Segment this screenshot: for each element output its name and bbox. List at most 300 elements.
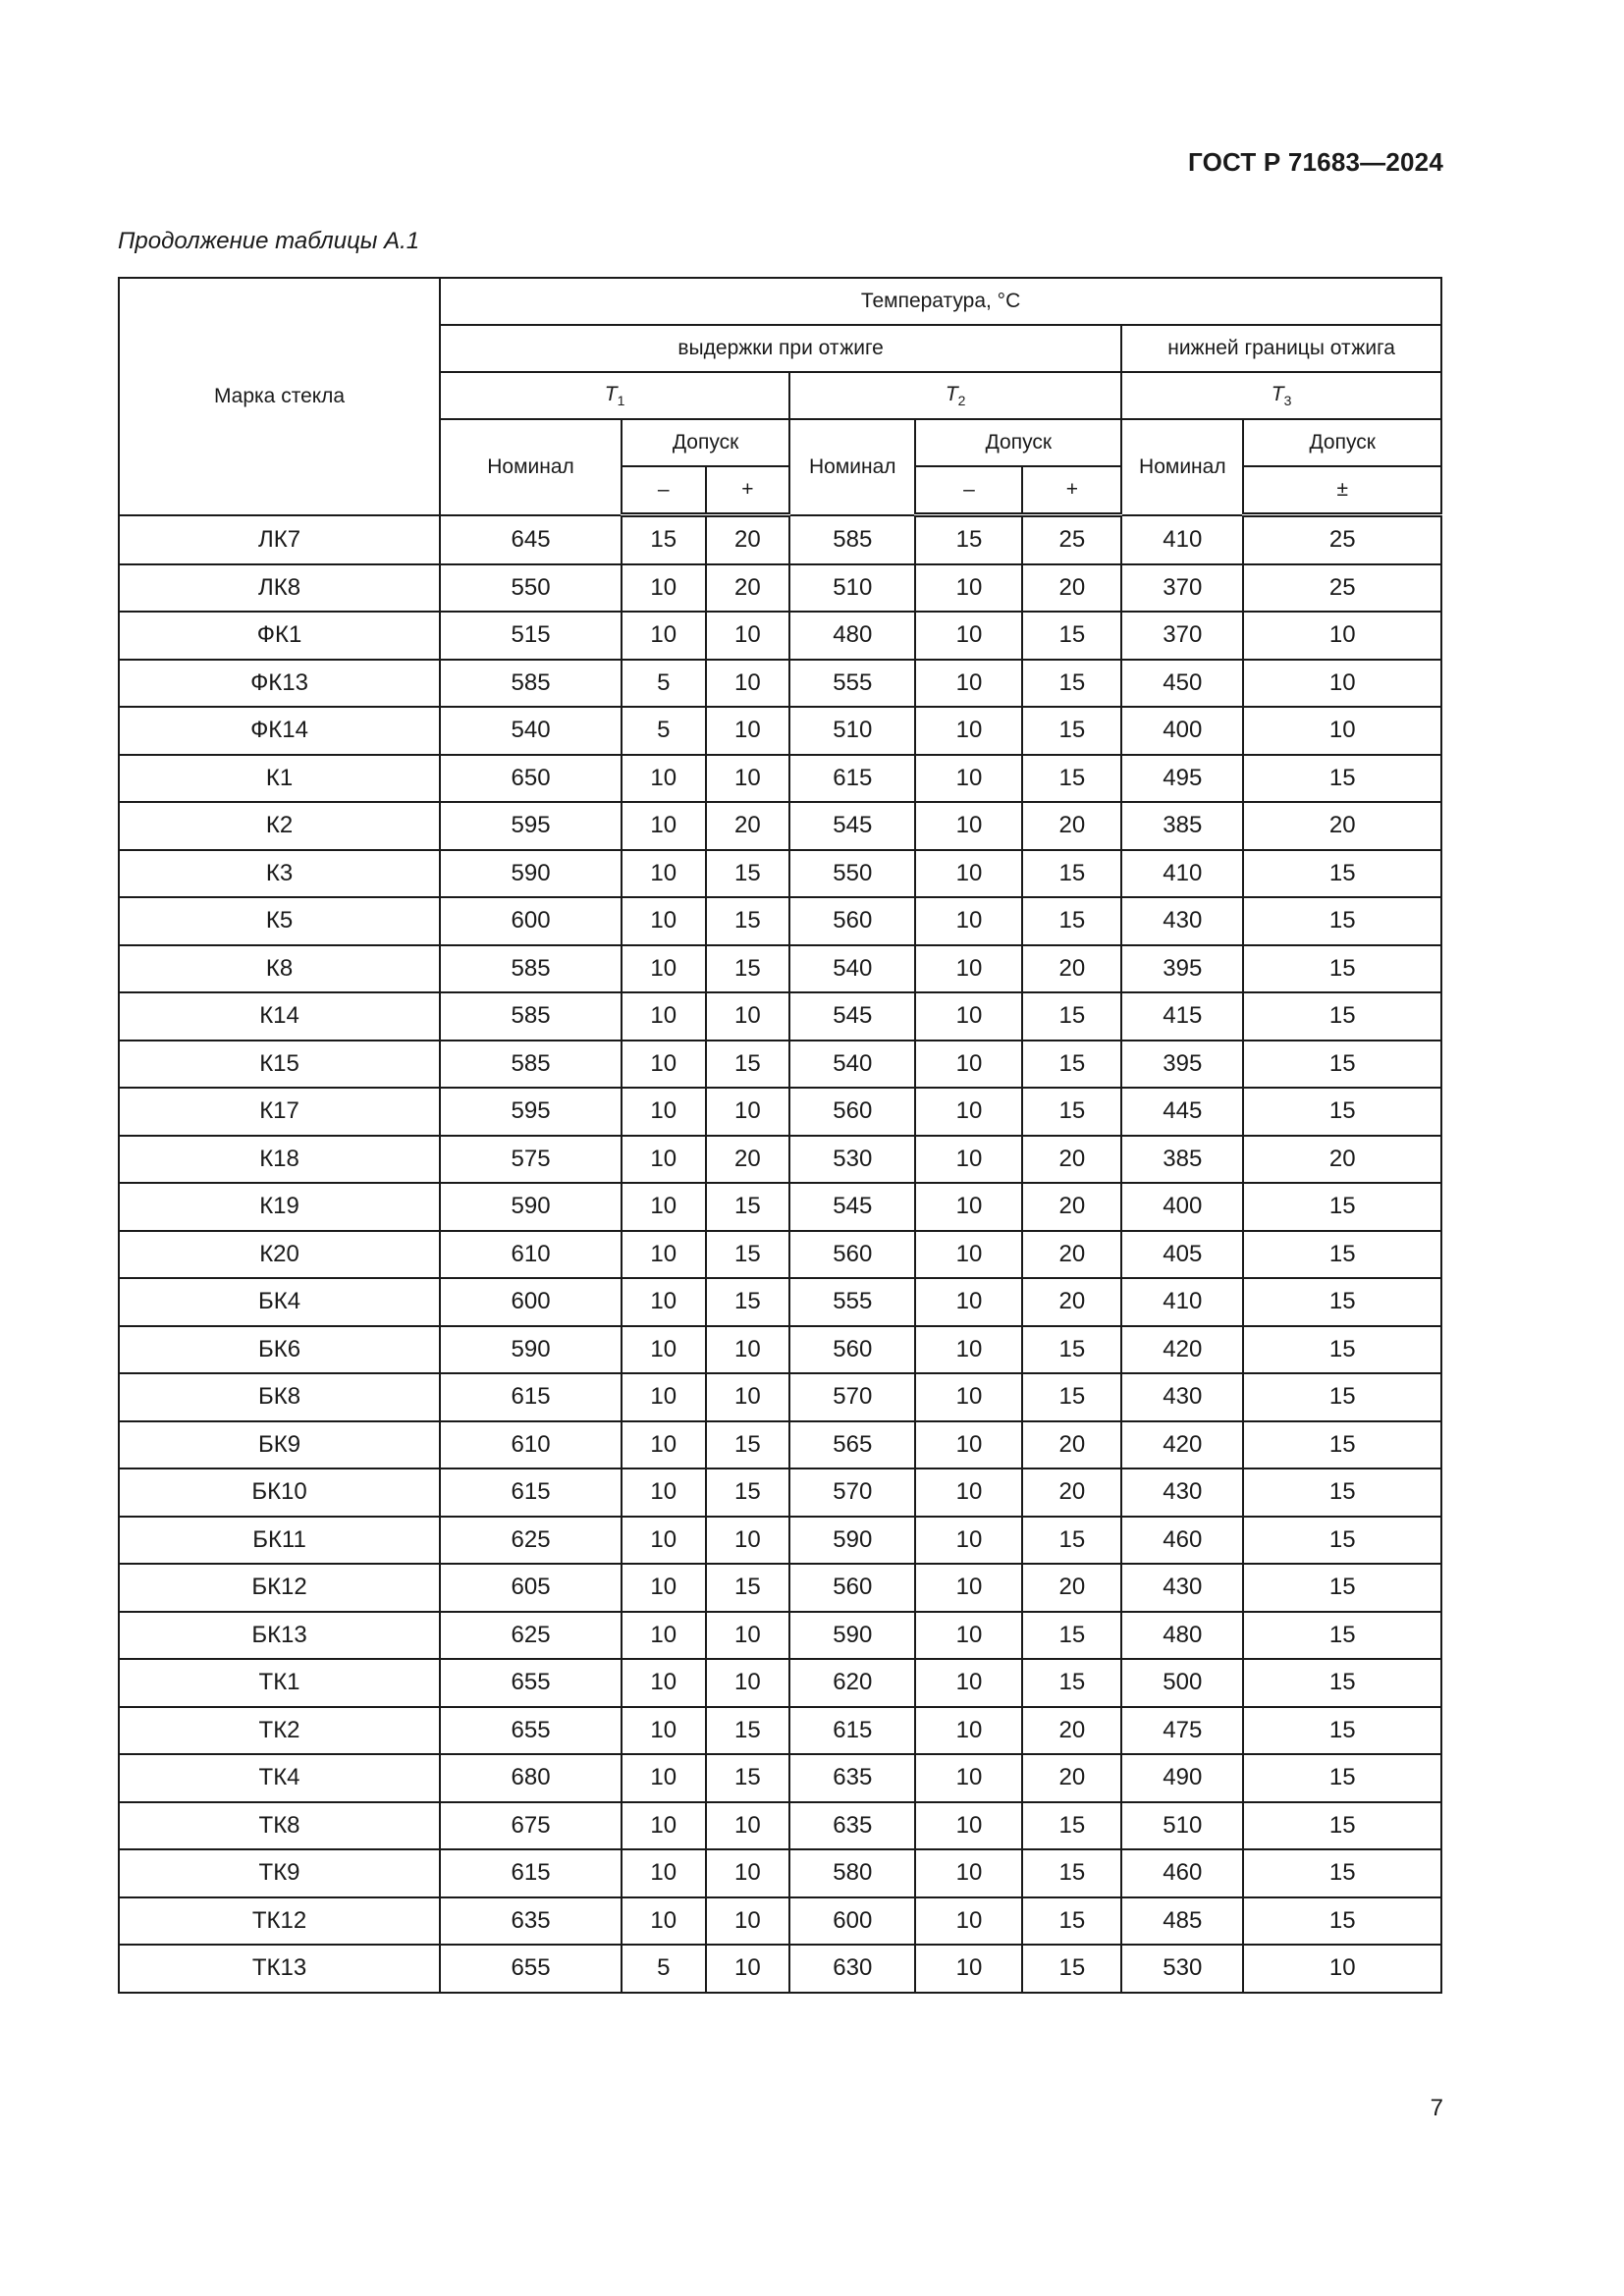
cell-t1-nominal: 610 xyxy=(440,1421,622,1469)
header-t3-nominal: Номинал xyxy=(1121,419,1243,515)
cell-t2-nominal: 560 xyxy=(789,1231,915,1279)
cell-t3-plusminus: 15 xyxy=(1243,1707,1441,1755)
cell-t1-nominal: 585 xyxy=(440,1041,622,1089)
cell-t1-nominal: 605 xyxy=(440,1564,622,1612)
cell-t2-minus: 10 xyxy=(915,1468,1022,1517)
cell-t2-minus: 10 xyxy=(915,1183,1022,1231)
table-row xyxy=(119,1278,1441,1326)
cell-t2-minus: 10 xyxy=(915,945,1022,993)
cell-t1-nominal: 550 xyxy=(440,564,622,613)
cell-t3-nominal: 490 xyxy=(1121,1754,1243,1802)
cell-t2-nominal: 570 xyxy=(789,1373,915,1421)
table-row xyxy=(119,660,1441,708)
cell-t3-nominal: 370 xyxy=(1121,564,1243,613)
cell-t3-nominal: 485 xyxy=(1121,1897,1243,1946)
cell-t1-plus: 15 xyxy=(706,1468,790,1517)
cell-t1-minus: 10 xyxy=(622,1468,706,1517)
cell-t3-plusminus: 15 xyxy=(1243,1041,1441,1089)
cell-t1-minus: 10 xyxy=(622,992,706,1041)
cell-t1-minus: 5 xyxy=(622,1945,706,1993)
cell-t1-nominal: 590 xyxy=(440,850,622,898)
cell-t2-plus: 20 xyxy=(1022,1421,1121,1469)
header-t2 xyxy=(789,372,1121,419)
table-row xyxy=(119,564,1441,613)
cell-glass-grade: ФК1 xyxy=(119,612,440,660)
cell-t3-nominal: 370 xyxy=(1121,612,1243,660)
cell-glass-grade: К2 xyxy=(119,802,440,850)
cell-t2-minus: 10 xyxy=(915,1849,1022,1897)
cell-t1-nominal: 595 xyxy=(440,1088,622,1136)
header-t1-tolerance: Допуск xyxy=(622,419,789,466)
cell-t3-nominal: 395 xyxy=(1121,945,1243,993)
cell-t1-plus: 10 xyxy=(706,1849,790,1897)
cell-t2-nominal: 530 xyxy=(789,1136,915,1184)
table-row xyxy=(119,1659,1441,1707)
cell-t1-minus: 10 xyxy=(622,564,706,613)
cell-t2-plus: 20 xyxy=(1022,1183,1121,1231)
cell-t2-plus: 15 xyxy=(1022,1517,1121,1565)
cell-t2-minus: 10 xyxy=(915,1659,1022,1707)
cell-t2-plus: 15 xyxy=(1022,1326,1121,1374)
table-row xyxy=(119,1136,1441,1184)
table-row xyxy=(119,850,1441,898)
cell-t2-minus: 10 xyxy=(915,802,1022,850)
table-row xyxy=(119,1373,1441,1421)
cell-glass-grade: ТК4 xyxy=(119,1754,440,1802)
header-t2-minus: – xyxy=(915,466,1022,515)
cell-t3-nominal: 415 xyxy=(1121,992,1243,1041)
cell-t3-nominal: 480 xyxy=(1121,1612,1243,1660)
cell-t1-plus: 15 xyxy=(706,1041,790,1089)
cell-t2-minus: 10 xyxy=(915,1612,1022,1660)
table-caption: Продолжение таблицы А.1 xyxy=(118,228,420,254)
cell-t3-nominal: 500 xyxy=(1121,1659,1243,1707)
cell-t2-nominal: 560 xyxy=(789,1564,915,1612)
cell-t3-nominal: 510 xyxy=(1121,1802,1243,1850)
cell-glass-grade: К8 xyxy=(119,945,440,993)
header-temperature: Температура, °С xyxy=(440,278,1441,325)
cell-t1-plus: 10 xyxy=(706,707,790,755)
header-t2-nominal: Номинал xyxy=(789,419,915,515)
cell-t2-plus: 15 xyxy=(1022,707,1121,755)
cell-glass-grade: К5 xyxy=(119,897,440,945)
table-row xyxy=(119,1945,1441,1993)
cell-t3-plusminus: 15 xyxy=(1243,897,1441,945)
cell-glass-grade: К17 xyxy=(119,1088,440,1136)
cell-t2-minus: 10 xyxy=(915,897,1022,945)
table-row xyxy=(119,1041,1441,1089)
table-row xyxy=(119,897,1441,945)
table-row xyxy=(119,612,1441,660)
cell-t3-nominal: 385 xyxy=(1121,1136,1243,1184)
cell-glass-grade: БК12 xyxy=(119,1564,440,1612)
cell-t2-plus: 15 xyxy=(1022,1897,1121,1946)
cell-t2-nominal: 635 xyxy=(789,1754,915,1802)
cell-t1-plus: 10 xyxy=(706,1659,790,1707)
cell-t2-plus: 15 xyxy=(1022,1945,1121,1993)
cell-t2-plus: 15 xyxy=(1022,612,1121,660)
cell-t1-minus: 10 xyxy=(622,802,706,850)
cell-t2-plus: 25 xyxy=(1022,515,1121,564)
cell-t2-plus: 20 xyxy=(1022,1754,1121,1802)
cell-glass-grade: К3 xyxy=(119,850,440,898)
cell-t3-nominal: 385 xyxy=(1121,802,1243,850)
cell-glass-grade: ТК8 xyxy=(119,1802,440,1850)
cell-t1-plus: 20 xyxy=(706,1136,790,1184)
cell-t2-plus: 20 xyxy=(1022,564,1121,613)
cell-t2-plus: 15 xyxy=(1022,897,1121,945)
cell-glass-grade: К18 xyxy=(119,1136,440,1184)
cell-t2-plus: 15 xyxy=(1022,1849,1121,1897)
annealing-temperature-table xyxy=(118,277,1442,1994)
cell-t2-nominal: 540 xyxy=(789,1041,915,1089)
cell-t1-minus: 10 xyxy=(622,1517,706,1565)
cell-t1-nominal: 600 xyxy=(440,897,622,945)
cell-t1-nominal: 540 xyxy=(440,707,622,755)
table-row xyxy=(119,1517,1441,1565)
cell-t1-nominal: 635 xyxy=(440,1897,622,1946)
cell-t2-minus: 10 xyxy=(915,992,1022,1041)
header-t1-plus: + xyxy=(706,466,790,515)
cell-t2-nominal: 580 xyxy=(789,1849,915,1897)
cell-t2-plus: 20 xyxy=(1022,1707,1121,1755)
table-body xyxy=(119,515,1441,1993)
cell-glass-grade: К19 xyxy=(119,1183,440,1231)
cell-t1-plus: 10 xyxy=(706,1802,790,1850)
cell-t3-plusminus: 15 xyxy=(1243,1088,1441,1136)
cell-t1-plus: 15 xyxy=(706,1421,790,1469)
cell-t2-plus: 20 xyxy=(1022,1231,1121,1279)
cell-t1-minus: 10 xyxy=(622,1183,706,1231)
cell-t1-nominal: 610 xyxy=(440,1231,622,1279)
cell-t3-plusminus: 15 xyxy=(1243,1754,1441,1802)
cell-t3-plusminus: 15 xyxy=(1243,1564,1441,1612)
cell-t2-minus: 10 xyxy=(915,1373,1022,1421)
cell-t3-nominal: 430 xyxy=(1121,1564,1243,1612)
cell-t1-nominal: 680 xyxy=(440,1754,622,1802)
cell-t1-minus: 5 xyxy=(622,707,706,755)
cell-t2-nominal: 555 xyxy=(789,660,915,708)
cell-t3-nominal: 475 xyxy=(1121,1707,1243,1755)
cell-t1-minus: 10 xyxy=(622,1373,706,1421)
header-t3-tolerance: Допуск xyxy=(1243,419,1441,466)
cell-t3-plusminus: 15 xyxy=(1243,1612,1441,1660)
cell-t1-plus: 10 xyxy=(706,1612,790,1660)
cell-t1-plus: 15 xyxy=(706,1707,790,1755)
cell-t3-nominal: 420 xyxy=(1121,1326,1243,1374)
cell-t1-nominal: 615 xyxy=(440,1849,622,1897)
cell-t1-minus: 10 xyxy=(622,1707,706,1755)
cell-t1-plus: 15 xyxy=(706,1278,790,1326)
cell-t3-plusminus: 15 xyxy=(1243,755,1441,803)
cell-t2-minus: 10 xyxy=(915,612,1022,660)
cell-t2-plus: 15 xyxy=(1022,1088,1121,1136)
cell-t3-nominal: 400 xyxy=(1121,707,1243,755)
header-t2-tolerance: Допуск xyxy=(915,419,1121,466)
cell-t2-nominal: 545 xyxy=(789,1183,915,1231)
cell-t2-plus: 20 xyxy=(1022,1468,1121,1517)
cell-t2-nominal: 615 xyxy=(789,755,915,803)
cell-t1-nominal: 655 xyxy=(440,1659,622,1707)
cell-t2-minus: 10 xyxy=(915,1564,1022,1612)
cell-t2-nominal: 590 xyxy=(789,1612,915,1660)
cell-t3-plusminus: 10 xyxy=(1243,660,1441,708)
cell-t2-nominal: 590 xyxy=(789,1517,915,1565)
cell-t3-nominal: 495 xyxy=(1121,755,1243,803)
document-standard-number: ГОСТ Р 71683—2024 xyxy=(1188,147,1443,177)
cell-t2-nominal: 545 xyxy=(789,992,915,1041)
header-glass-grade: Марка стекла xyxy=(119,278,440,515)
cell-t1-minus: 10 xyxy=(622,1088,706,1136)
cell-t3-plusminus: 15 xyxy=(1243,945,1441,993)
cell-t1-minus: 5 xyxy=(622,660,706,708)
cell-t2-plus: 20 xyxy=(1022,802,1121,850)
cell-t2-minus: 10 xyxy=(915,1945,1022,1993)
cell-t3-nominal: 410 xyxy=(1121,850,1243,898)
cell-t3-nominal: 450 xyxy=(1121,660,1243,708)
table-row xyxy=(119,1754,1441,1802)
table-row xyxy=(119,1231,1441,1279)
cell-t1-nominal: 675 xyxy=(440,1802,622,1850)
cell-t3-nominal: 430 xyxy=(1121,897,1243,945)
cell-t1-plus: 10 xyxy=(706,1373,790,1421)
cell-t3-plusminus: 15 xyxy=(1243,1326,1441,1374)
cell-t1-plus: 15 xyxy=(706,897,790,945)
cell-t3-plusminus: 15 xyxy=(1243,1659,1441,1707)
cell-t2-minus: 10 xyxy=(915,564,1022,613)
cell-t2-minus: 10 xyxy=(915,660,1022,708)
cell-t2-minus: 10 xyxy=(915,1707,1022,1755)
cell-t2-plus: 20 xyxy=(1022,1278,1121,1326)
cell-glass-grade: ТК12 xyxy=(119,1897,440,1946)
cell-t2-plus: 20 xyxy=(1022,1564,1121,1612)
cell-t1-nominal: 615 xyxy=(440,1468,622,1517)
cell-t1-minus: 10 xyxy=(622,897,706,945)
cell-t3-plusminus: 15 xyxy=(1243,1183,1441,1231)
cell-t2-nominal: 615 xyxy=(789,1707,915,1755)
cell-t1-minus: 10 xyxy=(622,1136,706,1184)
t2-symbol: $T_2$ xyxy=(945,383,966,408)
header-t2-plus: + xyxy=(1022,466,1121,515)
cell-t2-nominal: 510 xyxy=(789,564,915,613)
cell-t3-plusminus: 15 xyxy=(1243,1468,1441,1517)
cell-t1-plus: 15 xyxy=(706,850,790,898)
cell-t1-plus: 10 xyxy=(706,755,790,803)
cell-t1-minus: 10 xyxy=(622,1802,706,1850)
cell-glass-grade: БК6 xyxy=(119,1326,440,1374)
cell-t1-minus: 10 xyxy=(622,1041,706,1089)
cell-glass-grade: ФК14 xyxy=(119,707,440,755)
cell-t2-minus: 10 xyxy=(915,850,1022,898)
table-row xyxy=(119,802,1441,850)
cell-t1-nominal: 575 xyxy=(440,1136,622,1184)
cell-t1-nominal: 590 xyxy=(440,1326,622,1374)
page-number: 7 xyxy=(1430,2095,1443,2121)
cell-t1-plus: 10 xyxy=(706,1945,790,1993)
cell-t2-minus: 10 xyxy=(915,1088,1022,1136)
cell-t3-nominal: 410 xyxy=(1121,515,1243,564)
cell-t1-nominal: 655 xyxy=(440,1707,622,1755)
cell-glass-grade: БК4 xyxy=(119,1278,440,1326)
cell-t2-plus: 15 xyxy=(1022,1659,1121,1707)
cell-t1-plus: 10 xyxy=(706,1897,790,1946)
table-row xyxy=(119,1612,1441,1660)
cell-t3-nominal: 460 xyxy=(1121,1849,1243,1897)
cell-t3-nominal: 430 xyxy=(1121,1468,1243,1517)
cell-t3-nominal: 445 xyxy=(1121,1088,1243,1136)
cell-t1-minus: 10 xyxy=(622,1326,706,1374)
cell-t1-nominal: 585 xyxy=(440,945,622,993)
cell-t2-minus: 10 xyxy=(915,1326,1022,1374)
cell-t3-plusminus: 15 xyxy=(1243,1517,1441,1565)
table-row xyxy=(119,755,1441,803)
cell-t2-nominal: 545 xyxy=(789,802,915,850)
cell-glass-grade: К15 xyxy=(119,1041,440,1089)
table-row xyxy=(119,1849,1441,1897)
cell-t1-minus: 10 xyxy=(622,1231,706,1279)
cell-t1-minus: 10 xyxy=(622,945,706,993)
cell-t2-nominal: 565 xyxy=(789,1421,915,1469)
t1-symbol: $T_1$ xyxy=(604,383,625,408)
cell-t1-minus: 10 xyxy=(622,1278,706,1326)
header-t1 xyxy=(440,372,789,419)
t3-symbol: $T_3$ xyxy=(1271,383,1292,408)
cell-glass-grade: БК8 xyxy=(119,1373,440,1421)
cell-t2-plus: 20 xyxy=(1022,945,1121,993)
cell-t3-nominal: 395 xyxy=(1121,1041,1243,1089)
cell-glass-grade: К14 xyxy=(119,992,440,1041)
table-row xyxy=(119,1707,1441,1755)
header-t1-minus: – xyxy=(622,466,706,515)
cell-glass-grade: БК13 xyxy=(119,1612,440,1660)
cell-t2-minus: 10 xyxy=(915,1802,1022,1850)
cell-t1-nominal: 625 xyxy=(440,1517,622,1565)
cell-t1-minus: 15 xyxy=(622,515,706,564)
table-row xyxy=(119,1564,1441,1612)
cell-t3-plusminus: 15 xyxy=(1243,1897,1441,1946)
header-t3-plusminus: ± xyxy=(1243,466,1441,515)
header-hold-annealing: выдержки при отжиге xyxy=(440,325,1121,372)
cell-t1-plus: 20 xyxy=(706,564,790,613)
table-row xyxy=(119,1421,1441,1469)
cell-t3-plusminus: 15 xyxy=(1243,1421,1441,1469)
cell-t2-minus: 10 xyxy=(915,1278,1022,1326)
cell-t3-plusminus: 15 xyxy=(1243,1373,1441,1421)
header-t3 xyxy=(1121,372,1441,419)
cell-t2-nominal: 555 xyxy=(789,1278,915,1326)
cell-glass-grade: ТК1 xyxy=(119,1659,440,1707)
cell-t1-minus: 10 xyxy=(622,1612,706,1660)
cell-t1-nominal: 625 xyxy=(440,1612,622,1660)
cell-t2-minus: 10 xyxy=(915,1041,1022,1089)
cell-glass-grade: ТК9 xyxy=(119,1849,440,1897)
table-row xyxy=(119,515,1441,564)
cell-t1-plus: 20 xyxy=(706,515,790,564)
table-row xyxy=(119,1897,1441,1946)
cell-t3-nominal: 430 xyxy=(1121,1373,1243,1421)
cell-t1-plus: 10 xyxy=(706,1326,790,1374)
cell-t2-nominal: 540 xyxy=(789,945,915,993)
cell-glass-grade: ТК13 xyxy=(119,1945,440,1993)
header-t1-nominal: Номинал xyxy=(440,419,622,515)
cell-glass-grade: ТК2 xyxy=(119,1707,440,1755)
cell-t2-plus: 15 xyxy=(1022,660,1121,708)
cell-t2-minus: 15 xyxy=(915,515,1022,564)
table-row xyxy=(119,1088,1441,1136)
cell-t2-nominal: 560 xyxy=(789,1088,915,1136)
cell-t3-plusminus: 20 xyxy=(1243,802,1441,850)
cell-t1-minus: 10 xyxy=(622,612,706,660)
cell-t2-minus: 10 xyxy=(915,1517,1022,1565)
cell-t2-plus: 15 xyxy=(1022,1612,1121,1660)
cell-t1-plus: 15 xyxy=(706,1231,790,1279)
cell-t1-nominal: 595 xyxy=(440,802,622,850)
cell-t2-plus: 15 xyxy=(1022,1041,1121,1089)
cell-t2-minus: 10 xyxy=(915,1421,1022,1469)
cell-t3-nominal: 405 xyxy=(1121,1231,1243,1279)
cell-glass-grade: ЛК7 xyxy=(119,515,440,564)
cell-t2-nominal: 560 xyxy=(789,897,915,945)
cell-glass-grade: БК9 xyxy=(119,1421,440,1469)
table-row xyxy=(119,707,1441,755)
cell-t1-nominal: 585 xyxy=(440,992,622,1041)
cell-t3-plusminus: 25 xyxy=(1243,564,1441,613)
cell-t2-nominal: 560 xyxy=(789,1326,915,1374)
table-row xyxy=(119,945,1441,993)
cell-t1-nominal: 590 xyxy=(440,1183,622,1231)
cell-t1-plus: 15 xyxy=(706,1183,790,1231)
cell-t1-nominal: 650 xyxy=(440,755,622,803)
header-lower-annealing-limit: нижней границы отжига xyxy=(1121,325,1441,372)
cell-t3-nominal: 420 xyxy=(1121,1421,1243,1469)
cell-t3-plusminus: 15 xyxy=(1243,1278,1441,1326)
cell-t2-nominal: 600 xyxy=(789,1897,915,1946)
table-row xyxy=(119,1183,1441,1231)
cell-t3-plusminus: 10 xyxy=(1243,612,1441,660)
cell-t2-nominal: 550 xyxy=(789,850,915,898)
cell-t3-plusminus: 20 xyxy=(1243,1136,1441,1184)
cell-t1-plus: 15 xyxy=(706,945,790,993)
table-row xyxy=(119,1326,1441,1374)
cell-t1-minus: 10 xyxy=(622,850,706,898)
cell-t3-plusminus: 15 xyxy=(1243,850,1441,898)
cell-t3-plusminus: 10 xyxy=(1243,1945,1441,1993)
cell-t2-minus: 10 xyxy=(915,707,1022,755)
cell-t1-minus: 10 xyxy=(622,1659,706,1707)
cell-glass-grade: К1 xyxy=(119,755,440,803)
cell-t1-plus: 10 xyxy=(706,992,790,1041)
cell-t1-nominal: 585 xyxy=(440,660,622,708)
cell-glass-grade: ЛК8 xyxy=(119,564,440,613)
cell-t2-nominal: 570 xyxy=(789,1468,915,1517)
cell-t3-nominal: 400 xyxy=(1121,1183,1243,1231)
cell-t3-plusminus: 15 xyxy=(1243,1849,1441,1897)
cell-t1-plus: 10 xyxy=(706,1517,790,1565)
cell-t2-plus: 15 xyxy=(1022,992,1121,1041)
cell-t1-nominal: 645 xyxy=(440,515,622,564)
cell-t1-plus: 10 xyxy=(706,660,790,708)
cell-t1-plus: 15 xyxy=(706,1754,790,1802)
cell-glass-grade: ФК13 xyxy=(119,660,440,708)
cell-t3-plusminus: 25 xyxy=(1243,515,1441,564)
cell-glass-grade: БК11 xyxy=(119,1517,440,1565)
cell-t2-minus: 10 xyxy=(915,1136,1022,1184)
cell-t2-minus: 10 xyxy=(915,1897,1022,1946)
cell-glass-grade: К20 xyxy=(119,1231,440,1279)
cell-t2-plus: 15 xyxy=(1022,1373,1121,1421)
cell-t2-nominal: 585 xyxy=(789,515,915,564)
cell-t1-nominal: 655 xyxy=(440,1945,622,1993)
